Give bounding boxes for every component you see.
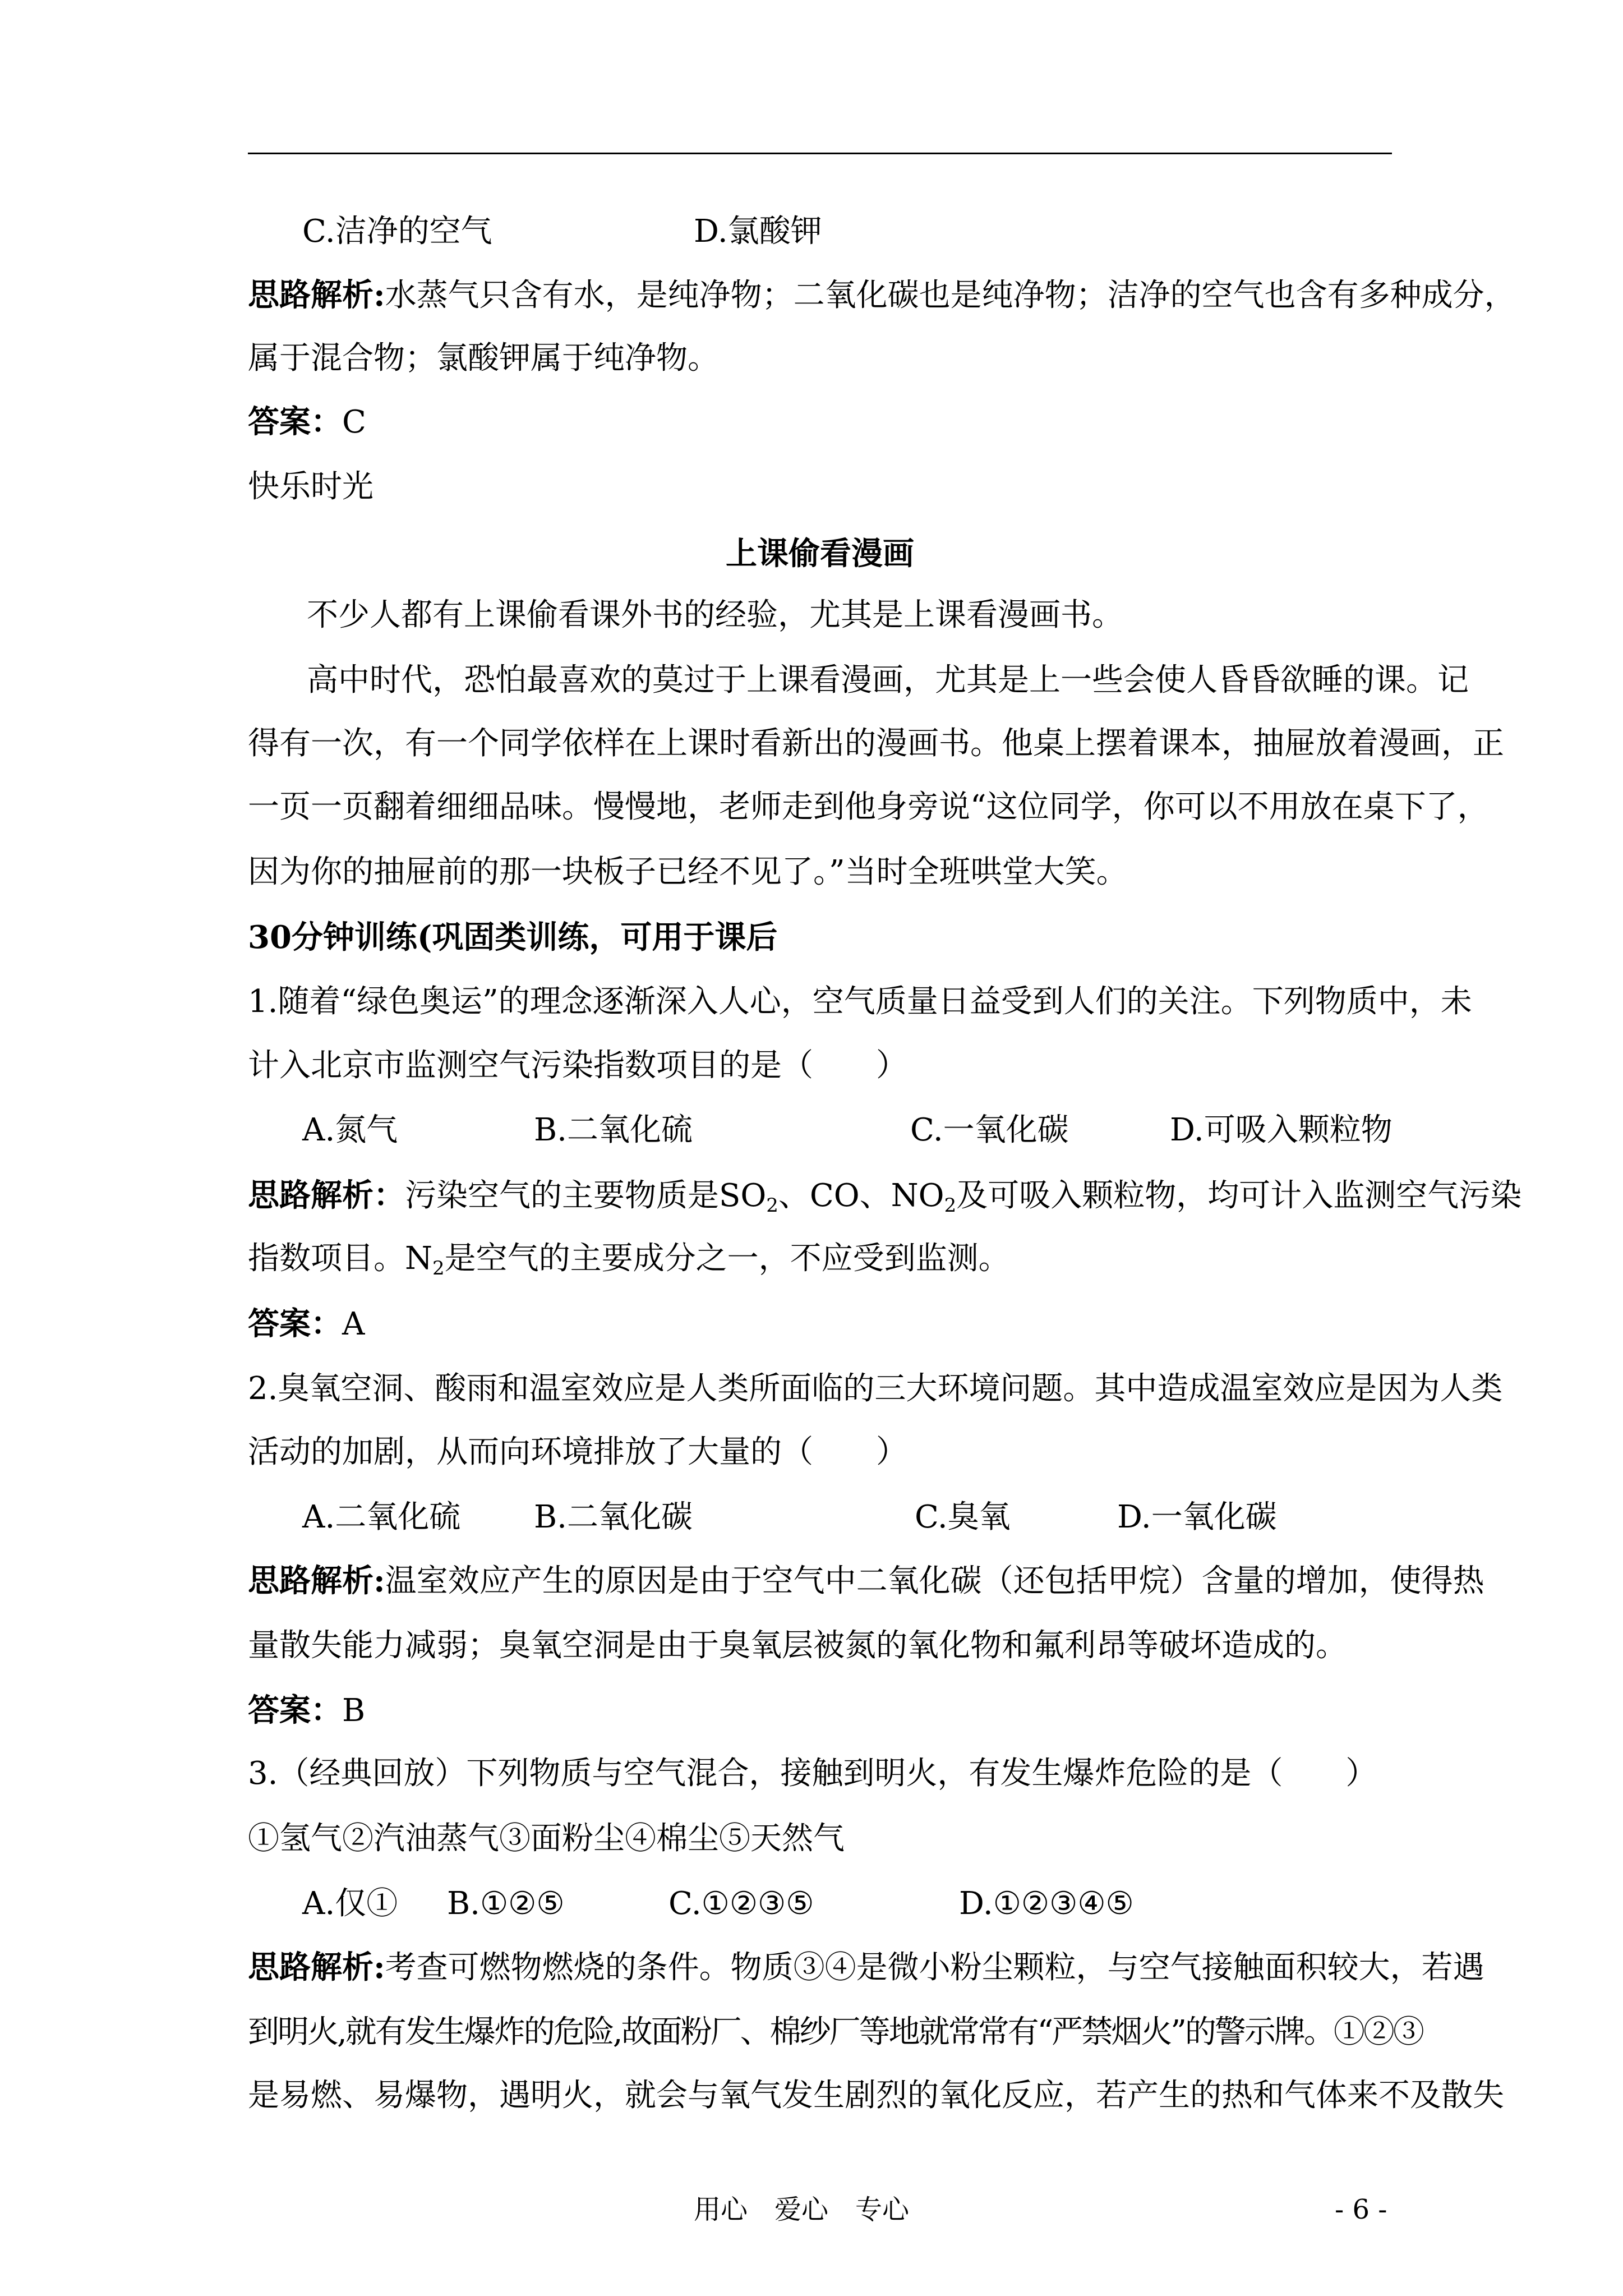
prev-options-row xyxy=(248,200,1392,264)
analysis-text: 考查可燃物燃烧的条件。物质③④是微小粉尘颗粒，与空气接触面积较大，若遇 xyxy=(385,1949,1484,1986)
option-b: B.二氧化硫 xyxy=(534,1112,693,1148)
q2-options xyxy=(248,1485,1392,1549)
option-d: D.①②③④⑤ xyxy=(959,1885,1134,1922)
option-a: A.仅① xyxy=(302,1885,398,1922)
analysis-text: 温室效应产生的原因是由于空气中二氧化碳（还包括甲烷）含量的增加，使得热 xyxy=(385,1563,1484,1599)
answer-value: C xyxy=(342,404,366,440)
q3-analysis: 到明火,就有发生爆炸的危险,故面粉厂、棉纱厂等地就常常有“严禁烟火”的警示牌。①②③ xyxy=(248,2014,1423,2050)
analysis-text: 水蒸气只含有水，是纯净物；二氧化碳也是纯净物；洁净的空气也含有多种成分， xyxy=(385,277,1516,314)
answer-value: A xyxy=(342,1306,365,1342)
option-c: C.臭氧 xyxy=(915,1499,1011,1535)
section-title: 30分钟训练(巩固类训练，可用于课后 xyxy=(248,919,778,956)
q1-stem: 1.随着“绿色奥运”的理念逐渐深入人心，空气质量日益受到人们的关注。下列物质中，未 xyxy=(248,983,1472,1020)
story-line: 因为你的抽屉前的那一块板子已经不见了。”当时全班哄堂大笑。 xyxy=(248,854,1128,890)
story-line: 得有一次，有一个同学依样在上课时看新出的漫画书。他桌上摆着课本，抽屉放着漫画，正 xyxy=(248,725,1504,762)
q3-options xyxy=(248,1872,1392,1936)
q3-stem: 3.（经典回放）下列物质与空气混合，接触到明火，有发生爆炸危险的是（ ） xyxy=(248,1755,1377,1792)
fun-heading: 快乐时光 xyxy=(248,468,374,505)
story-line: 一页一页翻着细细品味。慢慢地，老师走到他身旁说“这位同学，你可以不用放在桌下了， xyxy=(248,789,1489,825)
q3-analysis xyxy=(248,1935,1484,1999)
header-rule xyxy=(248,153,1392,154)
answer-value: B xyxy=(342,1692,366,1729)
analysis-text: 指数项目。N xyxy=(248,1240,432,1277)
analysis-label: 思路解析: xyxy=(248,1949,385,1986)
q2-stem: 活动的加剧，从而向环境排放了大量的（ ） xyxy=(248,1434,907,1470)
analysis-text: 污染空气的主要物质是SO xyxy=(405,1177,767,1214)
q2-stem: 2.臭氧空洞、酸雨和温室效应是人类所面临的三大环境问题。其中造成温室效应是因为人类 xyxy=(248,1370,1503,1407)
q2-answer xyxy=(248,1678,1392,1742)
analysis-label: 思路解析： xyxy=(248,1177,405,1214)
story-line: 高中时代，恐怕最喜欢的莫过于上课看漫画，尤其是上一些会使人昏昏欲睡的课。记 xyxy=(307,662,1469,698)
option-b: B.二氧化碳 xyxy=(534,1499,693,1535)
analysis-text: 及可吸入颗粒物，均可计入监测空气污染 xyxy=(956,1177,1522,1214)
story-title: 上课偷看漫画 xyxy=(726,535,914,572)
option-a: A.氮气 xyxy=(302,1112,398,1148)
prev-analysis-line xyxy=(248,263,1516,327)
option-d: D.一氧化碳 xyxy=(1117,1499,1277,1535)
q1-options xyxy=(248,1098,1392,1162)
footer-motto: 用心 爱心 专心 xyxy=(694,2194,910,2225)
page-number: - 6 - xyxy=(1335,2194,1387,2225)
q1-analysis xyxy=(248,1227,1392,1291)
option-c: C.①②③⑤ xyxy=(668,1885,814,1922)
option-c: C.一氧化碳 xyxy=(910,1112,1069,1148)
q3-analysis: 是易燃、易爆物，遇明火，就会与氧气发生剧烈的氧化反应，若产生的热和气体来不及散失 xyxy=(248,2077,1504,2114)
q1-stem: 计入北京市监测空气污染指数项目的是（ ） xyxy=(248,1047,907,1084)
option-c: C.洁净的空气 xyxy=(302,213,492,250)
analysis-text: 、CO、NO xyxy=(778,1177,944,1214)
subscript: 2 xyxy=(944,1194,957,1217)
subscript: 2 xyxy=(766,1194,778,1217)
prev-analysis-line: 属于混合物；氯酸钾属于纯净物。 xyxy=(248,340,719,376)
story-paragraph: 不少人都有上课偷看课外书的经验，尤其是上课看漫画书。 xyxy=(307,597,1123,633)
q2-analysis xyxy=(248,1549,1484,1613)
q2-analysis: 量散失能力减弱；臭氧空洞是由于臭氧层被氮的氧化物和氟利昂等破坏造成的。 xyxy=(248,1627,1347,1664)
option-a: A.二氧化硫 xyxy=(302,1499,461,1535)
option-d: D.氯酸钾 xyxy=(694,213,822,250)
answer-label: 答案： xyxy=(248,1692,342,1729)
answer-label: 答案： xyxy=(248,1305,342,1342)
q1-analysis xyxy=(248,1163,1522,1227)
analysis-text: 是空气的主要成分之一，不应受到监测。 xyxy=(444,1240,1010,1277)
answer-label: 答案： xyxy=(248,403,342,440)
option-d: D.可吸入颗粒物 xyxy=(1170,1112,1393,1148)
q3-stem: ①氢气②汽油蒸气③面粉尘④棉尘⑤天然气 xyxy=(248,1820,845,1857)
subscript: 2 xyxy=(432,1257,445,1280)
prev-answer xyxy=(248,390,1392,454)
analysis-label: 思路解析: xyxy=(248,277,385,314)
analysis-label: 思路解析: xyxy=(248,1562,385,1599)
option-b: B.①②⑤ xyxy=(447,1885,565,1922)
q1-answer xyxy=(248,1292,1392,1356)
